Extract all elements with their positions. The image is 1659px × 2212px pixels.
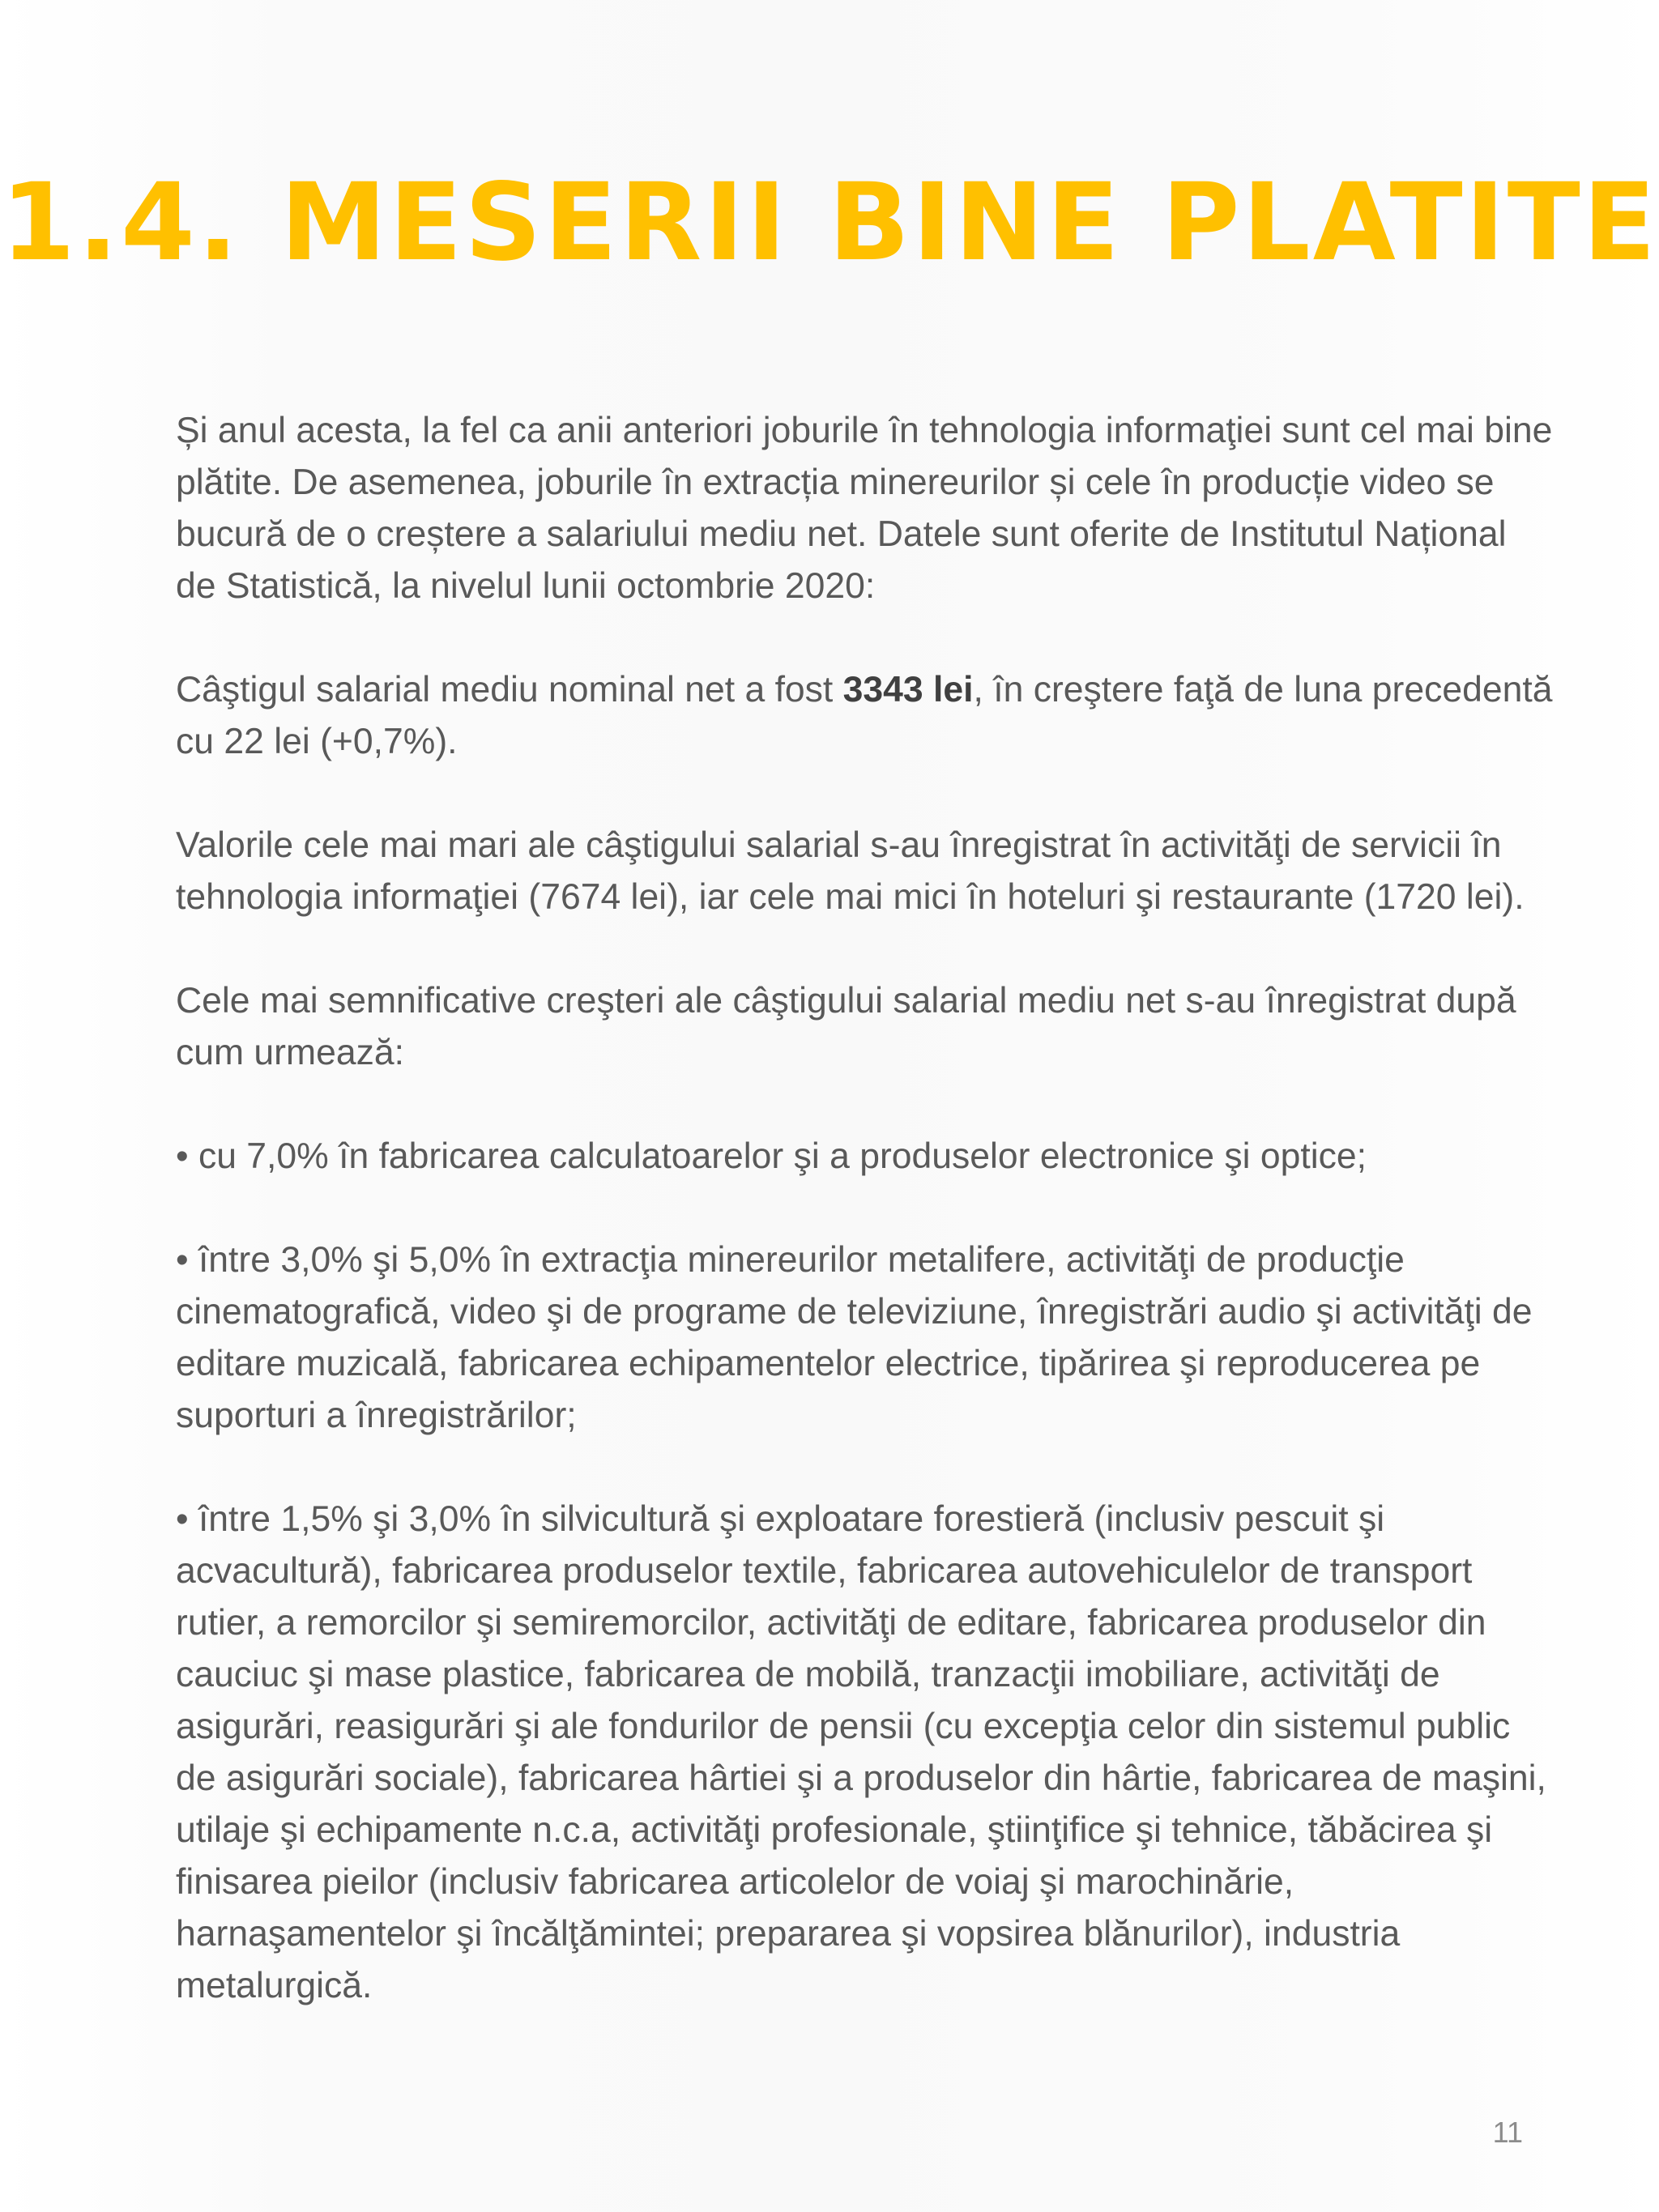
body-text [176,405,1553,2012]
earnings-paragraph [176,664,1553,768]
bullet-item: • între 3,0% şi 5,0% în extracţia minereurilor metalifere, activităţi de producţie cinematografică, video şi de programe de televiziune, înregistrări audio şi activităţi de editare muzicală, fabricarea echipamentelor electrice, tipărirea şi reproducerea pe suporturi a înregistrărilor; [176,1240,1533,1435]
earnings-text-after: , în creştere faţă de luna precedentă cu 22 lei (+0,7%). [176,670,1553,761]
earnings-amount: 3343 lei [842,670,974,710]
highest-lowest-paragraph: Valorile cele mai mari ale câştigului salarial s-au înregistrat în activităţi de servicii în tehnologia informaţiei (7674 lei), iar cele mai mici în hoteluri şi restaurante (1720 lei). [176,825,1525,917]
page-number: 11 [1492,2116,1523,2149]
intro-paragraph: Și anul acesta, la fel ca anii anteriori joburile în tehnologia informaţiei sunt cel mai bine plătite. De asemenea, joburile în extracția minereurilor și cele în producție video se bucură de o creștere a salariului mediu net. Datele sunt oferite de Institutul Național de Statistică, la nivelul lunii octombrie 2020: [176,411,1553,606]
earnings-text-before: Câştigul salarial mediu nominal net a fost [176,670,843,710]
page-title: 1.4. MESERII BINE PLATITE [1,160,1658,285]
bullet-item: • cu 7,0% în fabricarea calculatoarelor şi a produselor electronice şi optice; [176,1136,1367,1176]
increases-intro-paragraph: Cele mai semnificative creşteri ale câştigului salarial mediu net s-au înregistrat după cum urmează: [176,981,1516,1072]
bullet-item: • între 1,5% şi 3,0% în silvicultură şi exploatare forestieră (inclusiv pescuit şi acvacultură), fabricarea produselor textile, fabricarea autovehiculelor de transport rutier, a remorcilor şi semiremorcilor, activităţi de editare, fabricarea produselor din cauciuc şi mase plastice, fabricarea de mobilă, tranzacţii imobiliare, activităţi de asigurări, reasigurări şi ale fondurilor de pensii (cu excepţia celor din sistemul public de asigurări sociale), fabricarea hârtiei şi a produselor din hârtie, fabricarea de maşini, utilaje şi echipamente n.c.a, activităţi profesionale, ştiinţifice şi tehnice, tăbăcirea şi finisarea pieilor (inclusiv fabricarea articolelor de voiaj şi marochinărie, harnaşamentelor şi încălţămintei; prepararea şi vopsirea blănurilor), industria metalurgică. [176,1499,1546,2005]
